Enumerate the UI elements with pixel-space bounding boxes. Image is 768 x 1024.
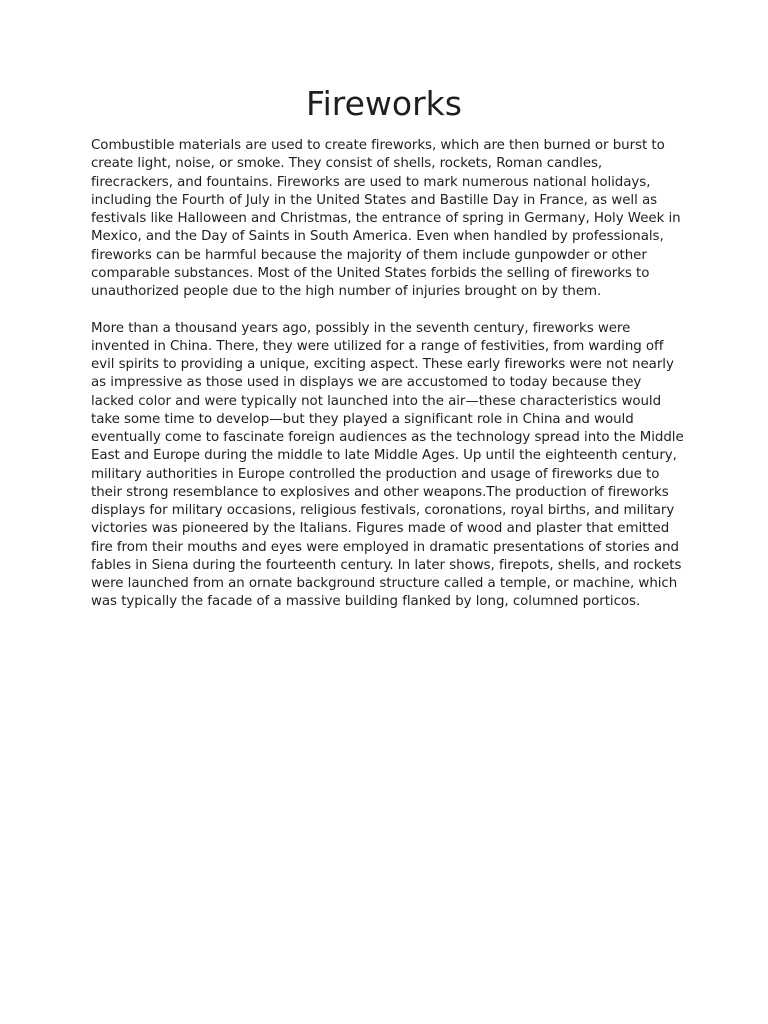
paragraph-2: More than a thousand years ago, possibly in the seventh century, fireworks were invented in China. There, they were utilized for a range of festivities, from warding off evil spirits to providing a unique, exciting aspect. These early fireworks were not nearly as impressive as those used in displays we are accustomed to today because they lacked color and were typically not launched into the air—these characteristics would take some time to develop—but they played a significant role in China and would eventually come to fascinate foreign audiences as the technology spread into the Middle East and Europe during the middle to late Middle Ages. Up until the eighteenth century, military authorities in Europe controlled the production and usage of fireworks due to their strong resemblance to explosives and other weapons.The production of fireworks displays for military occasions, religious festivals, coronations, royal births, and military victories was pioneered by the Italians. Figures made of wood and plaster that emitted fire from their mouths and eyes were employed in dramatic presentations of stories and fables in Siena during the fourteenth century. In later shows, firepots, shells, and rockets were launched from an ornate background structure called a temple, or machine, which was typically the facade of a massive building flanked by long, columned porticos. — [91, 320, 684, 610]
document-body — [91, 137, 686, 630]
paragraph-1: Combustible materials are used to create fireworks, which are then burned or burst to create light, noise, or smoke. They consist of shells, rockets, Roman candles, firecrackers, and fountains. Fireworks are used to mark numerous national holidays, including the Fourth of July in the United States and Bastille Day in France, as well as festivals like Halloween and Christmas, the entrance of spring in Germany, Holy Week in Mexico, and the Day of Saints in South America. Even when handled by professionals, fireworks can be harmful because the majority of them include gunpowder or other comparable substances. Most of the United States forbids the selling of fireworks to unauthorized people due to the high number of injuries brought on by them. — [91, 138, 681, 299]
page-title: Fireworks — [306, 84, 462, 123]
